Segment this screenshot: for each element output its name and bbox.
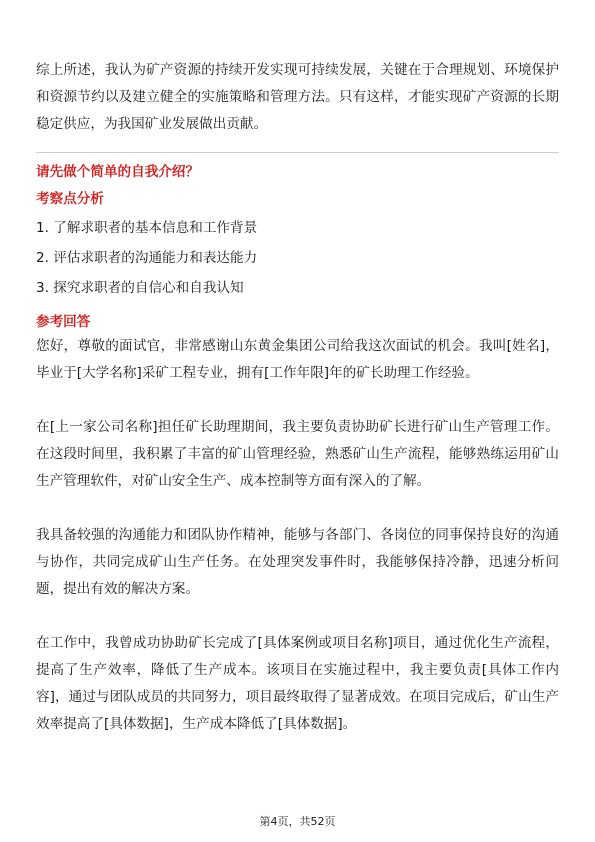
analysis-heading: 考察点分析: [36, 191, 104, 207]
answer-paragraph: 您好，尊敬的面试官，非常感谢山东黄金集团公司给我这次面试的机会。我叫[姓名]，毕业于[大学名称]采矿工程专业，拥有[工作年限]年的矿长助理工作经验。: [36, 338, 559, 381]
analysis-point: 3. 探究求职者的自信心和自我认知: [36, 280, 244, 296]
answer-heading: 参考回答: [36, 314, 91, 330]
answer-paragraph: 在工作中，我曾成功协助矿长完成了[具体案例或项目名称]项目，通过优化生产流程，提高了生产效率，降低了生产成本。该项目在实施过程中，我主要负责[具体工作内容]，通过与团队成员的共同努力，项目最终取得了显著成效。在项目完成后，矿山生产效率提高了[具体数据]，生产成本降低了[具体数据]。: [36, 635, 559, 732]
question-title: 请先做个简单的自我介绍？: [36, 164, 200, 180]
answer-body: [36, 333, 559, 738]
answer-paragraph: 在[上一家公司名称]担任矿长助理期间，我主要负责协助矿长进行矿山生产管理工作。在这段时间里，我积累了丰富的矿山管理经验，熟悉矿山生产流程，能够熟练运用矿山生产管理软件，对矿山安全生产、成本控制等方面有深入的了解。: [36, 419, 559, 489]
analysis-points: [36, 213, 257, 303]
intro-paragraph: 综上所述，我认为矿产资源的持续开发实现可持续发展，关键在于合理规划、环境保护和资源节约以及建立健全的实施策略和管理方法。只有这样，才能实现矿产资源的长期稳定供应，为我国矿业发展做出贡献。: [36, 62, 559, 132]
analysis-point: 1. 了解求职者的基本信息和工作背景: [36, 220, 258, 236]
section-divider: [36, 152, 559, 153]
answer-paragraph: 我具备较强的沟通能力和团队协作精神，能够与各部门、各岗位的同事保持良好的沟通与协作，共同完成矿山生产任务。在处理突发事件时，我能够保持冷静，迅速分析问题，提出有效的解决方案。: [36, 527, 559, 597]
analysis-point: 2. 评估求职者的沟通能力和表达能力: [36, 250, 258, 266]
page-number: 第4页，共52页: [259, 815, 336, 828]
